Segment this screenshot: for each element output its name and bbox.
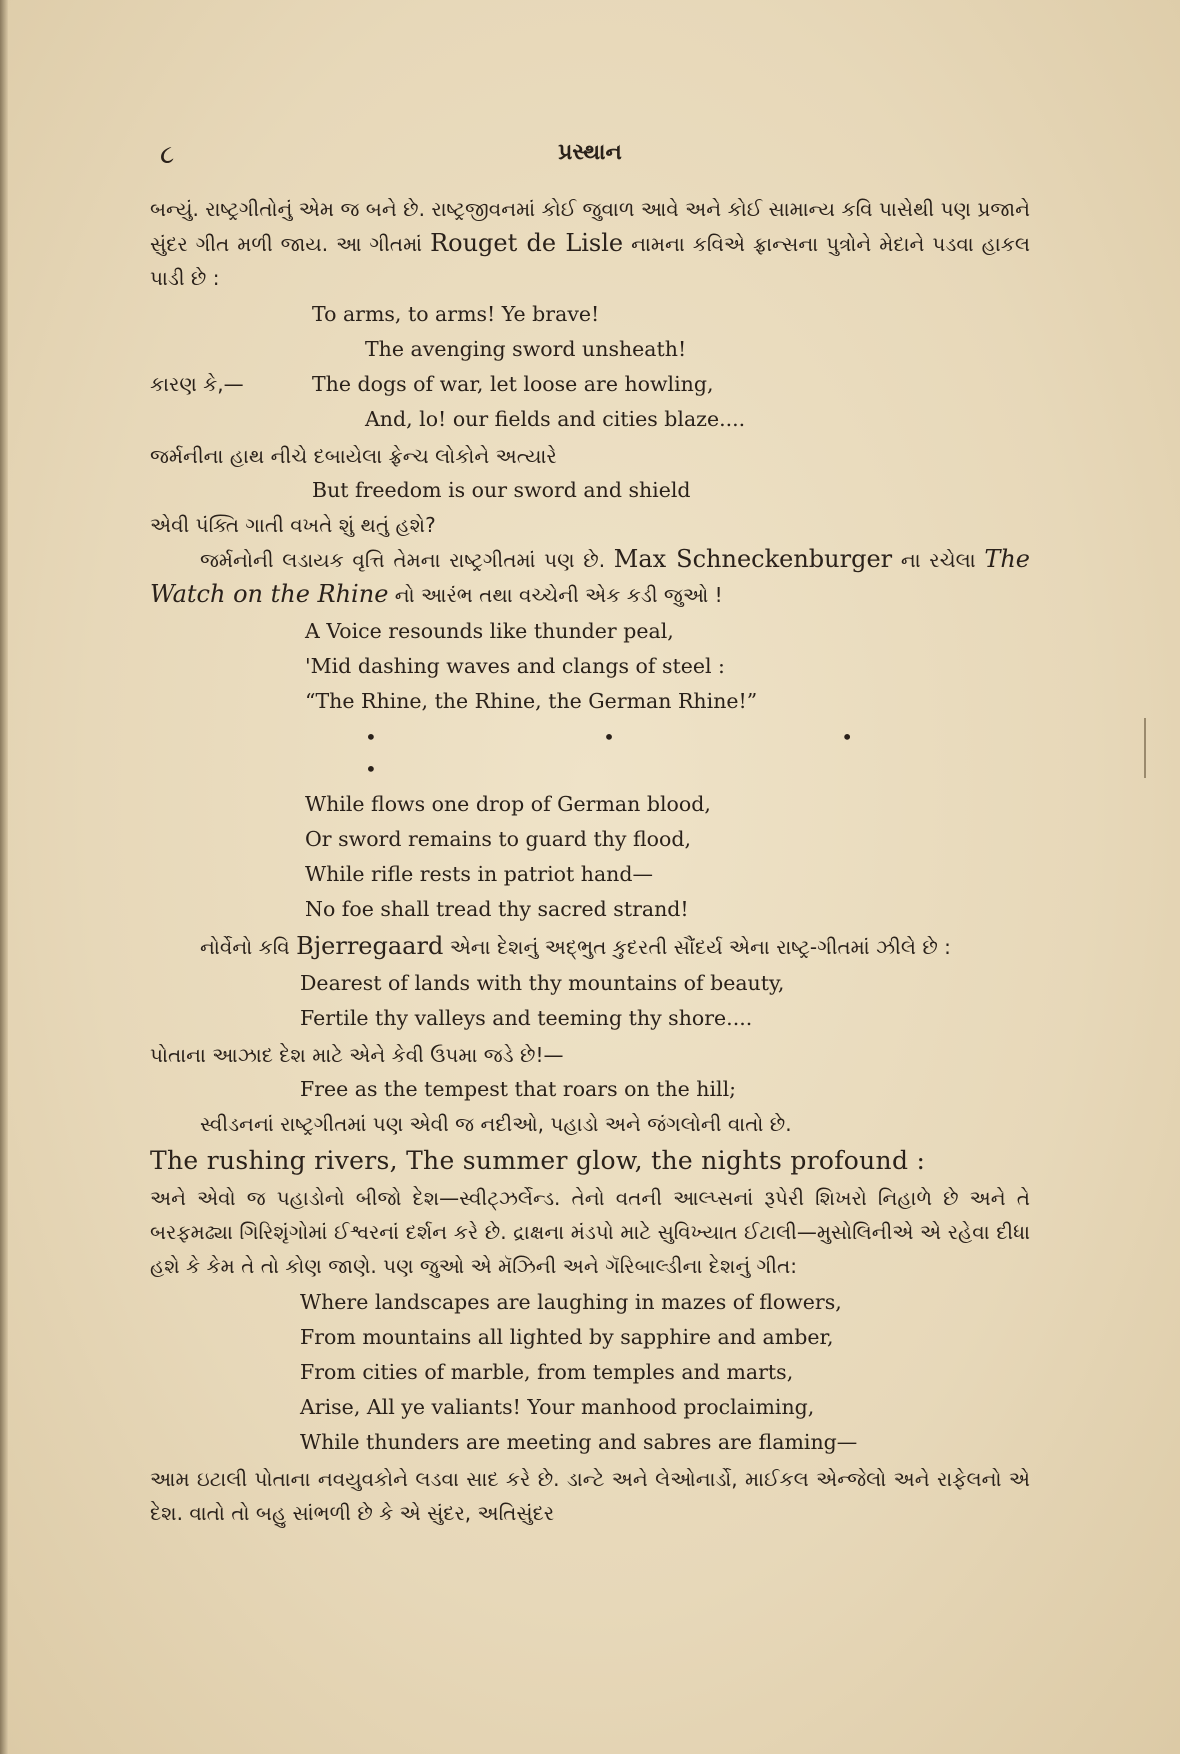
verse-line: 'Mid dashing waves and clangs of steel :: [305, 654, 725, 678]
paragraph-german-anthem: [150, 542, 1030, 612]
verse-line: “The Rhine, the Rhine, the German Rhine!”: [305, 689, 758, 713]
intro-line-2: કવિ પાસેથી પણ પ્રજાને સુંદર ગીત મળી જાય. આ ગીતમાં: [150, 197, 1031, 256]
paragraph-question: એવી પંક્તિ ગાતી વખતે શું થતું હશે?: [150, 513, 436, 537]
verse-italy: [150, 1285, 1030, 1460]
german-intro-text: જર્મનોની લડાયક વૃત્તિ તેમના રાષ્ટ્રગીતમાં પણ છે.: [200, 548, 606, 572]
verse-line: From mountains all lighted by sapphire and amber,: [300, 1325, 834, 1349]
verse-line: And, lo! our fields and cities blaze....: [365, 407, 746, 431]
verse-watch-on-rhine-opening: [150, 614, 1030, 719]
paragraph-switzerland-italy: અને એવો જ પહાડોનો બીજો દેશ—સ્વીટ્ઝર્લેન્ડ. તેનો વતની આલ્પ્સનાં રૂપેરી શિખરો નિહાળે છે અને તે બરફમઢ્યા ગિરિશૃંગોમાં ઈશ્વરનાં દર્શન કરે છે. દ્રાક્ષના મંડપો માટે સુવિખ્યાત ઈટાલી—મુસોલિનીએ એ રહેવા દીધા હશે કે કેમ તે તો કોણ જાણે. પણ જુઓ એ મૅઝિની અને ગૅરિબાલ્ડીના દેશનું ગીત:: [150, 1186, 1030, 1278]
book-spine-edge: [0, 0, 8, 1754]
page-text-area: [150, 140, 1030, 1530]
norway-intro-text: નોર્વેનો કવિ: [200, 935, 290, 959]
verse-line-with-prefix: [150, 367, 1030, 402]
german-intro-end: નો આરંભ તથા વચ્ચેની એક કડી જુઓ !: [394, 583, 723, 607]
verse-line: No foe shall tread thy sacred strand!: [305, 897, 689, 921]
verse-line: While rifle rests in patriot hand—: [305, 862, 653, 886]
verse-line: Arise, All ye valiants! Your manhood proclaiming,: [300, 1395, 815, 1419]
paragraph-italy-closing: આમ ઇટાલી પોતાના નવયુવકોને લડવા સાદ કરે છે. ડાન્ટે અને લેઓનાર્ડો, માઈકલ એન્જેલો અને રાફેલનો એ દેશ. વાતો તો બહુ સાંભળી છે કે એ સુંદર, અતિસુંદર: [150, 1467, 1030, 1525]
verse-line: While flows one drop of German blood,: [305, 792, 711, 816]
verse-watch-on-rhine-stanza: [150, 787, 1030, 927]
page-header: [150, 140, 1030, 180]
norway-intro-end: એના દેશનું અદ્ભુત કુદરતી સૌંદર્ય એના રાષ્ટ્ર-ગીતમાં ઝીલે છે :: [449, 935, 951, 959]
paragraph-intro: [150, 192, 1030, 295]
verse-marseillaise: [150, 297, 1030, 437]
paragraph-french-people: જર્મનીના હાથ નીચે દબાયેલા ફ્રેન્ચ લોકોને અત્યારે: [150, 444, 557, 468]
verse-line: A Voice resounds like thunder peal,: [305, 619, 674, 643]
verse-line: From cities of marble, from temples and marts,: [300, 1360, 794, 1384]
verse-line: To arms, to arms! Ye brave!: [312, 302, 600, 326]
verse-prefix: કારણ કે,—: [150, 372, 244, 396]
running-title: પ્રસ્થાન: [558, 140, 622, 165]
verse-sweden: The rushing rivers, The summer glow, the nights profound :: [150, 1146, 926, 1175]
page-edge-fold: [1144, 718, 1180, 778]
verse-line: Dearest of lands with thy mountains of beauty,: [300, 971, 785, 995]
verse-line: Free as the tempest that roars on the hill;: [300, 1077, 737, 1101]
verse-line: The avenging sword unsheath!: [365, 337, 687, 361]
verse-line: Fertile thy valleys and teeming thy shore....: [300, 1006, 753, 1030]
song-title-watch-on-rhine: The Watch on the Rhine: [150, 545, 1031, 608]
poet-name-schneckenburger: Max Schneckenburger: [613, 545, 893, 573]
poet-name-rouget: Rouget de Lisle: [430, 229, 624, 257]
verse-line: The dogs of war, let loose are howling,: [312, 372, 714, 396]
german-intro-pre: ના રચેલા: [900, 548, 976, 572]
verse-line: Where landscapes are laughing in mazes of flowers,: [300, 1290, 842, 1314]
paragraph-free-country: પોતાના આઝાદ દેશ માટે એને કેવી ઉપમા જડે છે!—: [150, 1043, 564, 1067]
intro-line-3: નામના કવિએ ફ્રાન્સના પુત્રોને મેદાને પડવા હાકલ પાડી છે :: [150, 232, 1031, 290]
verse-line: While thunders are meeting and sabres are flaming—: [300, 1430, 858, 1454]
paragraph-sweden: સ્વીડનનાં રાષ્ટ્રગીતમાં પણ એવી જ નદીઓ, પહાડો અને જંગલોની વાતો છે.: [200, 1112, 792, 1136]
paragraph-norway: [150, 929, 1030, 964]
intro-line-1: બન્યું. રાષ્ટ્રગીતોનું એમ જ બને છે. રાષ્ટ્રજીવનમાં કોઈ જુવાળ આવે અને કોઈ સામાન્ય: [150, 197, 836, 221]
verse-line: But freedom is our sword and shield: [312, 478, 691, 502]
verse-line: Or sword remains to guard thy flood,: [305, 827, 691, 851]
page-number: ૮: [160, 140, 175, 170]
poet-name-bjerregaard: Bjerregaard: [296, 932, 444, 960]
verse-ellipsis: • • • •: [365, 725, 964, 781]
verse-norway: [150, 966, 1030, 1036]
